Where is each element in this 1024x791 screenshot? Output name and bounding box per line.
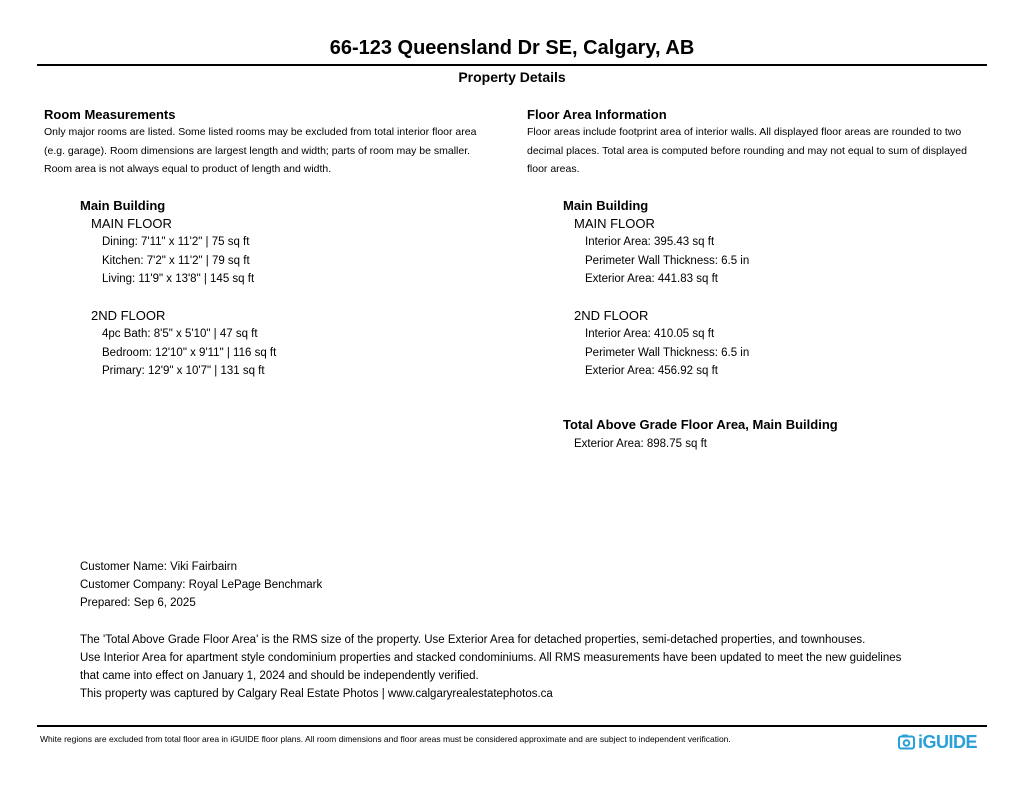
area-item: Exterior Area: 456.92 sq ft bbox=[585, 365, 718, 377]
page-title: 66-123 Queensland Dr SE, Calgary, AB bbox=[329, 37, 695, 59]
note-line: Use Interior Area for apartment style condominium properties and stacked condominiums. All RMS measurements have been updated to meet the new guidelines bbox=[80, 652, 902, 664]
customer-company: Customer Company: Royal LePage Benchmark bbox=[80, 579, 323, 591]
header-divider bbox=[37, 64, 987, 66]
room-list-second bbox=[102, 325, 276, 381]
room-list-main bbox=[102, 233, 254, 289]
area-list-second bbox=[585, 325, 749, 381]
room-item: Primary: 12'9" x 10'7" | 131 sq ft bbox=[102, 365, 265, 377]
footer-disclaimer: White regions are excluded from total floor area in iGUIDE floor plans. All room dimensions and floor areas must be considered approximate and are subject to independent verification. bbox=[40, 734, 731, 744]
room-item: Bedroom: 12'10" x 9'11" | 116 sq ft bbox=[102, 346, 277, 359]
area-item: Exterior Area: 441.83 sq ft bbox=[585, 273, 718, 285]
iguide-logo-text: iGUIDE bbox=[918, 731, 978, 752]
iguide-logo bbox=[898, 731, 977, 753]
room-measurements-description: Only major rooms are listed. Some listed rooms may be excluded from total interior floor area (e.g. garage). Room dimensions are largest length and width; parts of room may be smaller. Room area is not always equal to product of length and width. bbox=[44, 126, 477, 175]
room-item: 4pc Bath: 8'5" x 5'10" | 47 sq ft bbox=[102, 328, 258, 340]
area-list-main bbox=[585, 233, 749, 289]
note-line: This property was captured by Calgary Real Estate Photos | www.calgaryrealestatephotos.ca bbox=[80, 688, 553, 700]
note-line: The 'Total Above Grade Floor Area' is the RMS size of the property. Use Exterior Area for detached properties, semi-detached properties, and townhouses. bbox=[80, 634, 866, 646]
room-item: Dining: 7'11" x 11'2" | 75 sq ft bbox=[102, 236, 250, 248]
area-item: Perimeter Wall Thickness: 6.5 in bbox=[585, 346, 750, 359]
note-line: that came into effect on January 1, 2024 and should be independently verified. bbox=[80, 670, 479, 682]
room-item: Living: 11'9" x 13'8" | 145 sq ft bbox=[102, 273, 255, 285]
customer-info bbox=[80, 558, 322, 612]
area-item: Interior Area: 395.43 sq ft bbox=[585, 236, 715, 248]
total-area-value: Exterior Area: 898.75 sq ft bbox=[574, 438, 707, 450]
prepared-date: Prepared: Sep 6, 2025 bbox=[80, 597, 196, 609]
floor-area-description: Floor areas include footprint area of interior walls. All displayed floor areas are rounded to two decimal places. Total area is computed before rounding and may not equal to sum of displayed floor areas. bbox=[527, 126, 967, 175]
page-subtitle: Property Details bbox=[458, 69, 566, 85]
area-building-label: Main Building bbox=[563, 198, 649, 213]
total-area-heading: Total Above Grade Floor Area, Main Building bbox=[563, 417, 838, 432]
room-floor-second: 2ND FLOOR bbox=[91, 308, 166, 323]
area-floor-main: MAIN FLOOR bbox=[574, 216, 655, 231]
iguide-camera-icon bbox=[898, 734, 915, 750]
room-measurements-heading: Room Measurements bbox=[44, 107, 176, 122]
footer-divider bbox=[37, 725, 987, 727]
room-floor-main: MAIN FLOOR bbox=[91, 216, 172, 231]
area-item: Interior Area: 410.05 sq ft bbox=[585, 328, 715, 340]
rms-notes bbox=[80, 631, 980, 703]
area-floor-second: 2ND FLOOR bbox=[574, 308, 649, 323]
room-item: Kitchen: 7'2" x 11'2" | 79 sq ft bbox=[102, 254, 250, 267]
customer-name: Customer Name: Viki Fairbairn bbox=[80, 561, 238, 573]
area-item: Perimeter Wall Thickness: 6.5 in bbox=[585, 254, 750, 267]
floor-area-heading: Floor Area Information bbox=[527, 107, 667, 122]
room-building-label: Main Building bbox=[80, 198, 166, 213]
